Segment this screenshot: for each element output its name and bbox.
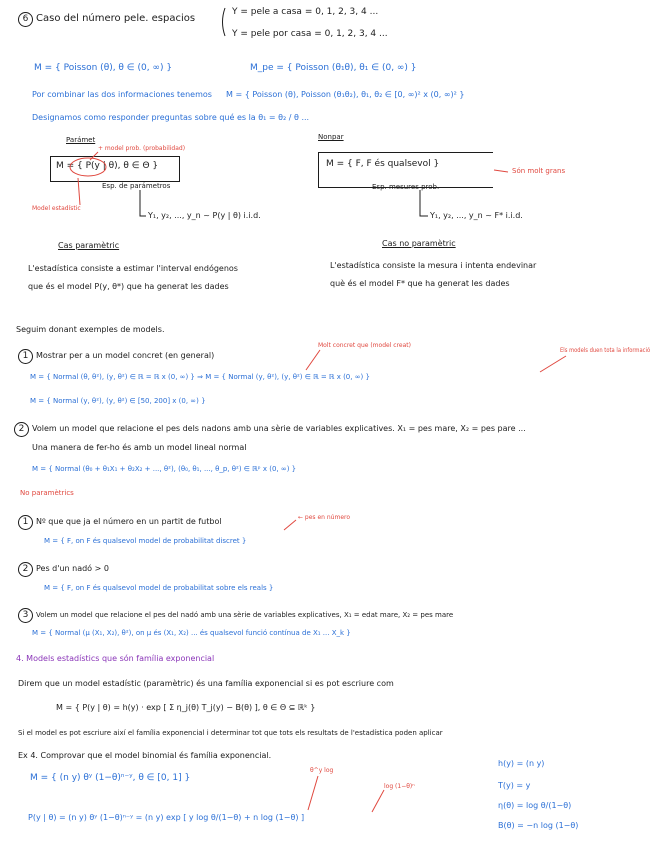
example-2-formula: M = { Normal (θ₀ + θ₁X₁ + θ₂X₂ + ..., θ²), (θ₀, θ₁, ..., θ_p, θ²) ∈ ℝᵖ x (0, ∞) } (32, 465, 297, 473)
t-function: T(y) = y (498, 781, 531, 790)
label-prob-model: + model prob. (probabilidad) (98, 145, 186, 152)
combine-text: Por combinar las dos informaciones tenemos (32, 90, 212, 99)
np-example-2-badge: 2 (18, 562, 33, 577)
np-example-2: 2 Pes d'un nadó > 0 (18, 562, 109, 577)
example-1-note: Molt concret que (model creat) (318, 342, 411, 349)
np-example-3-formula: M = { Normal (μ (X₁, X₂), θ²), on μ és (X₁, X₂) ... és qualsevol funció contínua de X₁ ... X_k } (32, 629, 351, 637)
example-1-formula-2: M = { Normal (y, θ²), (y, θ²) ∈ [50, 200] x (0, ∞) } (30, 397, 206, 405)
exp-family-formula: M = { P(y | θ) = h(y) · exp [ Σ η_j(θ) T_j(y) − B(θ) ], θ ∈ Θ ⊆ ℝᵏ } (56, 703, 316, 712)
parametric-subtitle: Cas paramètric (58, 241, 120, 250)
exercise-4: Ex 4. Comprovar que el model binomial és família exponencial. (18, 751, 272, 760)
np-example-1-formula: M = { F, on F és qualsevol model de probabilitat discret } (44, 537, 247, 545)
np-example-2-formula: M = { F, on F és qualsevol model de probabilitat sobre els reals } (44, 584, 274, 592)
np-example-1: 1 Nº que que ja el número en un partit de futbol (18, 515, 222, 530)
parametric-desc-2: que és el model P(y, θ*) que ha generat les dades (28, 282, 229, 291)
h-function: h(y) = (n y) (498, 759, 545, 768)
np-example-3-badge: 3 (18, 608, 33, 623)
parametric-formula: M = { P(y | θ), θ ∈ Θ } (56, 161, 159, 171)
b-function: B(θ) = −n log (1−θ) (498, 821, 579, 830)
np-example-3: 3 Volem un model que relacione el pes del nadó amb una sèrie de variables explicatives, X₁ = edat mare, X₂ = pes mare (18, 608, 453, 623)
example-2: 2 Volem un model que relacione el pes dels nadons amb una sèrie de variables explicatives. X₁ = pes mare, X₂ = pes pare ... (14, 422, 526, 437)
note-log-one-minus: log (1−θ)ⁿ (384, 783, 415, 790)
model-poisson: M = { Poisson (θ), θ ∈ (0, ∞) } (34, 63, 173, 73)
nonparametric-examples-title: No paramètrics (20, 489, 74, 497)
example-1-formula-1: M = { Normal (θ, θ²), (y, θ²) ∈ ℝ = ℝ x (0, ∞) } ⇒ M = { Normal (y, θ²), (y, θ²) ∈ ℝ = ℝ x (0, ∞) } (30, 373, 370, 381)
label-stat-model: Model estadístic (32, 205, 81, 212)
very-large-note: Són molt grans (512, 167, 566, 175)
measure-space-label: Esp. mesures prob. (372, 183, 440, 191)
np-example-1-badge: 1 (18, 515, 33, 530)
parametric-desc-1: L'estadística consiste a estimar l'interval endógenos (28, 264, 238, 273)
example-1-badge: 1 (18, 349, 33, 364)
nonparametric-desc-2: què és el model F* que ha generat les dades (330, 279, 510, 288)
nonparametric-formula: M = { F, F és qualsevol } (326, 159, 440, 169)
examples-intro: Seguim donant exemples de models. (16, 325, 165, 334)
np-example-1-note: ← pes en número (298, 514, 351, 521)
model-poisson-2: M_pe = { Poisson (θ₁θ), θ₁ ∈ (0, ∞) } (250, 63, 417, 73)
exp-family-line-2: Si el model es pot escriure així el família exponencial i determinar tot que tots els resultats de l'estadística poden aplicar (18, 729, 443, 737)
example-1: 1 Mostrar per a un model concret (en general) (18, 349, 214, 364)
exp-family-title: 4. Models estadístics que són família exponencial (16, 654, 215, 663)
eta-function: η(θ) = log θ/(1−θ) (498, 801, 572, 810)
example-2-badge: 2 (14, 422, 29, 437)
binomial-model: M = { (n y) θʸ (1−θ)ⁿ⁻ʸ, θ ∈ [0, 1] } (30, 773, 191, 783)
example-2-b: Una manera de fer-ho és amb un model lineal normal (32, 443, 247, 452)
section-number-badge: 6 (18, 12, 33, 27)
parametric-sample: Y₁, y₂, ..., y_n ~ P(y | θ) i.i.d. (148, 211, 261, 220)
nonparametric-subtitle: Cas no paramètric (382, 239, 456, 248)
nonparametric-title: Nonpar (318, 133, 344, 141)
question-text: Designamos como responder preguntas sobre qué es la θ₁ = θ₂ / θ ... (32, 113, 310, 122)
parametric-title: Parámet (66, 136, 96, 144)
note-theta-log: θ^y log (310, 767, 334, 774)
nonparametric-desc-1: L'estadística consiste la mesura i intenta endevinar (330, 261, 537, 270)
example-1-note-2: Els models duen tota la informació (560, 347, 651, 354)
section-6-heading: 6 Caso del número pele. espacios (18, 12, 195, 27)
combined-model: M = { Poisson (θ), Poisson (θ₁θ₂), θ₁, θ₂ ∈ [0, ∞)² x (0, ∞)² } (226, 90, 465, 99)
nonparametric-sample: Y₁, y₂, ..., y_n ~ F* i.i.d. (430, 211, 523, 220)
case-2: Y = pele por casa = 0, 1, 2, 3, 4 ... (232, 29, 388, 39)
case-1: Y = pele a casa = 0, 1, 2, 3, 4 ... (232, 7, 379, 17)
parameter-space-label: Esp. de parámetros (102, 182, 171, 190)
binomial-pmf: P(y | θ) = (n y) θʸ (1−θ)ⁿ⁻ʸ = (n y) exp [ y log θ/(1−θ) + n log (1−θ) ] (28, 813, 305, 822)
exp-family-line-1: Direm que un model estadístic (paramètric) és una família exponencial si es pot escriure com (18, 679, 394, 688)
